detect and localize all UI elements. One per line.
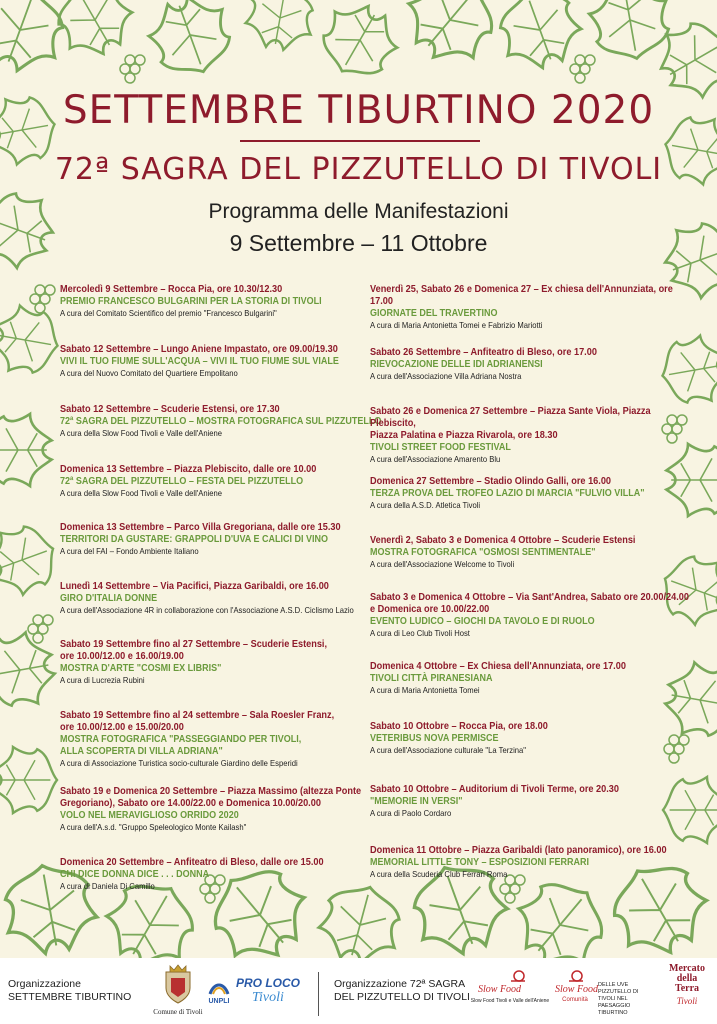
event-header: Sabato 26 Settembre – Anfiteatro di Bleso, ore 17.00 (370, 347, 597, 358)
snail-icon (510, 970, 526, 982)
event-header: Sabato 26 e Domenica 27 Settembre – Piazza Sante Viola, Piazza Plebiscito, Piazza Palatina e Piazza Rivarola, ore 18.30 (370, 406, 651, 441)
event-credit: A cura della Scuderia Club Ferrari Roma (370, 869, 508, 879)
event-item (60, 284, 382, 319)
event-credit: A cura di Maria Antonietta Tomei e Fabrizio Mariotti (370, 320, 543, 330)
footer-org-name: SETTEMBRE TIBURTINO (8, 991, 132, 1003)
program-heading: Programma delle Manifestazioni (208, 200, 509, 223)
mercato-logo: Mercato della Terra (669, 963, 705, 994)
event-credit: A cura dell'Associazione culturale "La Terzina" (370, 745, 527, 755)
event-credit: A cura dell'Associazione Amarento Blu (370, 454, 501, 464)
event-credit: A cura dell'Associazione Welcome to Tivoli (370, 559, 515, 569)
mercato-city: Tivoli (676, 996, 698, 1006)
event-title: TERRITORI DA GUSTARE: GRAPPOLI D'UVA E CALICI DI VINO (60, 534, 328, 545)
event-credit: A cura di Maria Antonietta Tomei (370, 685, 480, 695)
unpli-logo-icon (208, 980, 230, 998)
event-header: Venerdì 2, Sabato 3 e Domenica 4 Ottobre – Scuderie Estensi (370, 535, 636, 546)
event-title: GIRO D'ITALIA DONNE (60, 593, 158, 604)
footer-divider (318, 972, 319, 1016)
event-item (60, 581, 382, 616)
unpli-label: UNPLI (208, 998, 230, 1005)
slowfood-tivoli-logo: Slow Food (478, 984, 522, 995)
event-item (370, 592, 692, 639)
event-item (370, 845, 692, 880)
event-header: Domenica 20 Settembre – Anfiteatro di Bleso, dalle ore 15.00 (60, 857, 324, 868)
slowfood-comunita-label: Comunità (562, 997, 588, 1003)
page-title: SETTEMBRE TIBURTINO 2020 (62, 88, 655, 133)
footer-org-right (334, 978, 470, 1004)
proloco-label: PRO LOCO (236, 976, 301, 990)
event-header: Sabato 3 e Domenica 4 Ottobre – Via Sant'Andrea, Sabato ore 20.00/24.00 e Domenica ore 10.00/22.00 (370, 592, 689, 615)
event-credit: A cura di Paolo Cordaro (370, 808, 452, 818)
slowfood-tivoli-label: Slow Food Tivoli e Valle dell'Aniene (470, 998, 550, 1004)
event-header: Domenica 13 Settembre – Piazza Plebiscito, dalle ore 10.00 (60, 464, 317, 475)
event-credit: A cura del Comitato Scientifico del premio "Francesco Bulgarini" (60, 308, 277, 318)
event-header: Venerdì 25, Sabato 26 e Domenica 27 – Ex chiesa dell'Annunziata, ore 17.00 (370, 284, 673, 307)
snail-icon (568, 970, 584, 982)
event-item (60, 786, 382, 833)
event-header: Sabato 10 Ottobre – Auditorium di Tivoli Terme, ore 20.30 (370, 784, 619, 795)
footer-org-label: Organizzazione 72ª SAGRA (334, 978, 466, 990)
comune-label: Comune di Tivoli (153, 1008, 203, 1016)
event-title: "MEMORIE IN VERSI" (370, 796, 463, 807)
event-title: MOSTRA FOTOGRAFICA "OSMOSI SENTIMENTALE" (370, 547, 596, 558)
event-header: Sabato 19 e Domenica 20 Settembre – Piazza Massimo (altezza Ponte Gregoriano), Sabato ore 14.00/22.00 e Domenica 10.00/20.00 (60, 786, 362, 809)
event-title: EVENTO LUDICO – GIOCHI DA TAVOLO E DI RUOLO (370, 616, 595, 627)
event-credit: A cura della Slow Food Tivoli e Valle dell'Aniene (60, 428, 223, 438)
presidio-label: DELLE UVE PIZZUTELLO DI TIVOLI NEL PAESAGGIO TIBURTINO (598, 982, 639, 1016)
footer-org-left (8, 978, 131, 1004)
date-range: 9 Settembre – 11 Ottobre (229, 230, 488, 256)
event-item (370, 784, 692, 819)
event-item (60, 344, 382, 379)
event-credit: A cura di Associazione Turistica socio-culturale Giardino delle Esperidi (60, 758, 298, 768)
proloco-city: Tivoli (252, 990, 284, 1005)
event-item (370, 406, 692, 465)
event-credit: A cura dell'Associazione Villa Adriana Nostra (370, 371, 522, 381)
event-credit: A cura di Lucrezia Rubini (60, 675, 145, 685)
event-title: GIORNATE DEL TRAVERTINO (370, 308, 498, 319)
event-title: RIEVOCAZIONE DELLE IDI ADRIANENSI (370, 359, 543, 370)
event-credit: A cura dell'A.s.d. "Gruppo Speleologico Monte Kailash" (60, 822, 247, 832)
event-title: TIVOLI STREET FOOD FESTIVAL (370, 442, 511, 453)
event-item (60, 404, 382, 439)
event-header: Lunedì 14 Settembre – Via Pacifici, Piazza Garibaldi, ore 16.00 (60, 581, 329, 592)
event-item (370, 284, 692, 331)
event-header: Sabato 10 Ottobre – Rocca Pia, ore 18.00 (370, 721, 548, 732)
event-header: Sabato 19 Settembre fino al 24 settembre – Sala Roesler Franz, ore 10.00/12.00 e 15.00/20.00 (60, 710, 335, 733)
event-credit: A cura della Slow Food Tivoli e Valle dell'Aniene (60, 488, 223, 498)
footer-org-name: DEL PIZZUTELLO DI TIVOLI (334, 991, 470, 1003)
event-title: VETERIBUS NOVA PERMISCE (370, 733, 499, 744)
event-item (370, 535, 692, 570)
footer-sponsors (0, 958, 717, 1024)
event-title: 72ª SAGRA DEL PIZZUTELLO – FESTA DEL PIZZUTELLO (60, 476, 304, 487)
event-title: TIVOLI CITTÀ PIRANESIANA (370, 673, 493, 684)
event-title: VIVI IL TUO FIUME SULL'ACQUA – VIVI IL TUO FIUME SUL VIALE (60, 356, 339, 367)
event-credit: A cura del Nuovo Comitato del Quartiere Empolitano (60, 368, 238, 378)
event-item (60, 522, 382, 557)
event-title: VOLO NEL MERAVIGLIOSO ORRIDO 2020 (60, 810, 239, 821)
event-header: Mercoledì 9 Settembre – Rocca Pia, ore 10.30/12.30 (60, 284, 283, 295)
event-header: Domenica 13 Settembre – Parco Villa Gregoriana, dalle ore 15.30 (60, 522, 341, 533)
event-item (60, 464, 382, 499)
comune-crest-icon (162, 964, 194, 1004)
event-title: TERZA PROVA DEL TROFEO LAZIO DI MARCIA "FULVIO VILLA" (370, 488, 645, 499)
event-title: MOSTRA FOTOGRAFICA "PASSEGGIANDO PER TIVOLI, ALLA SCOPERTA DI VILLA ADRIANA" (60, 734, 302, 757)
event-credit: A cura del FAI – Fondo Ambiente Italiano (60, 546, 199, 556)
event-item (370, 476, 692, 511)
footer-org-label: Organizzazione (8, 978, 81, 990)
event-title: MEMORIAL LITTLE TONY – ESPOSIZIONI FERRARI (370, 857, 590, 868)
title-divider (240, 140, 480, 142)
event-item (370, 347, 692, 382)
event-item (60, 639, 382, 686)
event-title: 72ª SAGRA DEL PIZZUTELLO – MOSTRA FOTOGRAFICA SUL PIZZUTELLO (60, 416, 382, 427)
event-credit: A cura di Leo Club Tivoli Host (370, 628, 470, 638)
event-item (60, 857, 382, 892)
event-header: Domenica 11 Ottobre – Piazza Garibaldi (lato panoramico), ore 16.00 (370, 845, 667, 856)
event-item (60, 710, 382, 769)
event-header: Domenica 4 Ottobre – Ex Chiesa dell'Annunziata, ore 17.00 (370, 661, 626, 672)
event-header: Sabato 12 Settembre – Scuderie Estensi, ore 17.30 (60, 404, 280, 415)
event-credit: A cura di Daniela Di Camillo (60, 881, 155, 891)
page-subtitle: 72ª SAGRA DEL PIZZUTELLO DI TIVOLI (54, 152, 663, 187)
event-title: CHI DICE DONNA DICE . . . DONNA (60, 869, 210, 880)
event-title: PREMIO FRANCESCO BULGARINI PER LA STORIA DI TIVOLI (60, 296, 322, 307)
event-item (370, 661, 692, 696)
event-item (370, 721, 692, 756)
event-header: Sabato 19 Settembre fino al 27 Settembre – Scuderie Estensi, ore 10.00/12.00 e 16.00/19.00 (60, 639, 328, 662)
event-header: Sabato 12 Settembre – Lungo Aniene Impastato, ore 09.00/19.30 (60, 344, 338, 355)
event-title: MOSTRA D'ARTE "COSMI EX LIBRIS" (60, 663, 222, 674)
event-credit: A cura dell'Associazione 4R in collaborazione con l'Associazione A.S.D. Ciclismo Lazio (60, 605, 354, 615)
event-header: Domenica 27 Settembre – Stadio Olindo Galli, ore 16.00 (370, 476, 612, 487)
event-credit: A cura della A.S.D. Atletica Tivoli (370, 500, 481, 510)
slowfood-comunita-logo: Slow Food (555, 984, 599, 995)
